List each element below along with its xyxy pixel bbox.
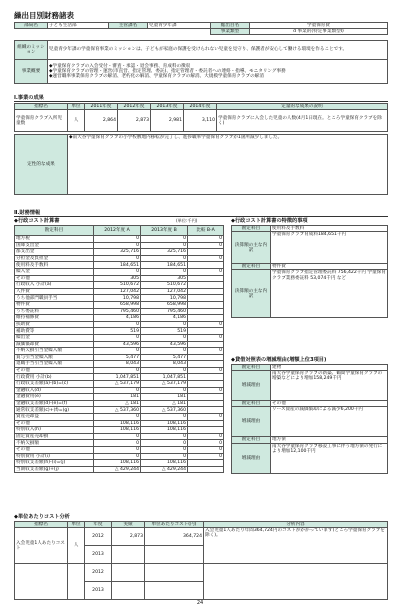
account-amount	[188, 308, 224, 315]
account-amount: 0	[141, 414, 188, 421]
account-amount: 0	[188, 414, 224, 421]
account-amount: 181	[141, 394, 188, 401]
account-name: 特別費用 小計(i)	[15, 453, 94, 460]
account-amount: 8,043	[94, 361, 141, 368]
header-label-dept: 部局名	[15, 23, 48, 29]
changes-table	[231, 364, 388, 474]
mission-table	[14, 40, 388, 84]
cost-statement-row	[15, 282, 224, 289]
feature-breakdown-text: 学童保育クラブ指定管理委託料 756,422千円 学童保育クラブ業務委託料 53,074千円 など	[271, 270, 388, 318]
unit-cost-unit-empty	[68, 564, 85, 600]
account-amount: 0	[188, 242, 224, 249]
account-name: 通常収支差額(c)+(f)=(g)	[15, 407, 94, 414]
cost-statement-row	[15, 255, 224, 262]
account-amount: 127,042	[94, 288, 141, 295]
account-amount: 43,596	[94, 341, 141, 348]
account-amount: 0	[188, 255, 224, 262]
account-name: 賞与引当金繰入額	[15, 354, 94, 361]
cost-statement-row	[15, 334, 224, 341]
summary-line: ◆学童保育クラブの管理・運営(市直営、指定管理、委託)、指定管理者・委託者への連絡・指導、モニタリング事務	[49, 68, 286, 74]
feature-breakdown-label: 決算額の主な内訳	[232, 232, 271, 264]
account-amount: 108,116	[94, 420, 141, 427]
summary-label: 事業概要	[15, 60, 48, 84]
account-amount: 0	[94, 440, 141, 447]
unit-cost-value	[112, 564, 145, 582]
header-value-section: 児童青少年課	[148, 23, 211, 29]
unit-cost-year: 2013	[85, 582, 112, 600]
account-amount	[188, 374, 224, 381]
cost-statement-row	[15, 242, 224, 249]
account-amount: 184,651	[94, 262, 141, 269]
account-name: 補助費等	[15, 328, 94, 335]
account-amount: 0	[188, 387, 224, 394]
account-amount: 0	[94, 268, 141, 275]
changes-title: ◆貸借対照表の増減理由(増額上位3項目)	[231, 357, 327, 363]
indicator-value: 2,864	[85, 110, 118, 132]
unit-cost-value: 2,873	[112, 528, 145, 546]
account-amount: 0	[188, 268, 224, 275]
qualitative-text: ◆南大谷学童保育クラブの小学校敷地内移転が完了し、進捗職率学童保育クラブが1箇所減少しました。	[68, 135, 388, 195]
account-amount	[188, 466, 224, 473]
cost-statement-row	[15, 400, 224, 407]
features-table	[231, 225, 388, 318]
header-label-section: 主管課名	[109, 23, 148, 29]
account-name: 行政収支差額(a)-(b)=(c)	[15, 381, 94, 388]
col-header: 単位	[68, 104, 85, 110]
change-reason-label: 増減理由	[232, 371, 271, 401]
account-amount	[188, 354, 224, 361]
account-amount: △ 537,179	[94, 381, 141, 388]
account-amount	[188, 315, 224, 322]
account-amount: 325,716	[141, 249, 188, 256]
account-name: 扶助費	[15, 321, 94, 328]
header-table	[14, 22, 388, 35]
account-amount: 8,043	[141, 361, 188, 368]
unit-cost-amount	[145, 546, 204, 564]
account-amount: 4,186	[94, 315, 141, 322]
indicator-description: 学童保育クラブに入会した児童の人数(4月1日現在。ところ学童保育クラブを除く)	[217, 110, 388, 132]
header-value-type: d 事業的(特定事業類型Ⅰ)	[250, 29, 388, 35]
unit-cost-note: 入会児童1人あたり年間364,724円のコストがかかっています(ところ学童保育クラブを除く)。	[204, 528, 388, 564]
qualitative-label: 定性的な成果	[15, 135, 68, 195]
cost-statement-row	[15, 414, 224, 421]
cost-statement-row	[15, 447, 224, 454]
summary-line: ◆学童保育クラブの入会受付・審査・承認・退会事務、育成料の徴収	[49, 63, 191, 69]
unit-cost-year: 2013	[85, 546, 112, 564]
unit-note: (単位:千円)	[176, 218, 198, 223]
cost-statement-table	[14, 225, 224, 473]
account-amount: 0	[141, 268, 188, 275]
account-name: 地方税	[15, 236, 94, 243]
cost-statement-row	[15, 374, 224, 381]
change-reason-label: 増減理由	[232, 407, 271, 437]
cost-statement-row	[15, 387, 224, 394]
account-amount: 0	[188, 440, 224, 447]
unit-cost-note	[204, 564, 388, 600]
account-name: 行政費用 小計(b)	[15, 374, 94, 381]
cost-statement-row	[15, 249, 224, 256]
account-name: 都支出金	[15, 249, 94, 256]
account-amount: 0	[188, 348, 224, 355]
account-name: うち委託料	[15, 308, 94, 315]
cost-statement-row	[15, 466, 224, 473]
change-account-value: 建物	[271, 365, 388, 371]
account-amount: 0	[94, 236, 141, 243]
account-amount: 181	[94, 394, 141, 401]
account-amount: 795,460	[141, 308, 188, 315]
cost-statement-row	[15, 275, 224, 282]
account-name: 維持補修費	[15, 315, 94, 322]
account-name: 金融費用(e)	[15, 394, 94, 401]
account-name: 退職手当引当金繰入額	[15, 361, 94, 368]
account-amount: 0	[94, 453, 141, 460]
header-value-account: 学童保育費	[250, 23, 388, 29]
achievements-table	[14, 103, 388, 132]
account-amount: 4,186	[141, 315, 188, 322]
account-name: うち他部門職員手当	[15, 295, 94, 302]
mission-text: 児童青少年課の学童保育事業のミッションは、子どもが家庭の保護を受けられない児童を見守り、保護者が安心して働ける環境を作ることです。	[48, 41, 388, 60]
cost-statement-row	[15, 341, 224, 348]
account-amount: 0	[141, 440, 188, 447]
account-name: その他	[15, 367, 94, 374]
account-name: 国庫支出金	[15, 242, 94, 249]
account-amount	[188, 288, 224, 295]
summary-line: ◆運営職率事業保育クラブの解消、老朽化の解消、学童保育クラブの解消、大規模学童保育クラブの解消	[49, 74, 264, 80]
header-value-dept: 子ども生活部	[48, 23, 109, 29]
account-amount: 0	[188, 236, 224, 243]
change-account-value: 地方債	[271, 437, 388, 443]
account-name: 分担金及負担金	[15, 255, 94, 262]
col-header: 分析内容	[204, 522, 388, 528]
account-amount: 0	[188, 334, 224, 341]
account-name: 特別収支差額(h)-(i)=(j)	[15, 460, 94, 467]
page-title: 繰出目別財務諸表	[14, 11, 74, 20]
cost-statement-row	[15, 321, 224, 328]
cost-statement-row	[15, 268, 224, 275]
account-amount: 5,477	[141, 354, 188, 361]
cost-statement-row	[15, 236, 224, 243]
account-amount: 0	[141, 387, 188, 394]
account-amount: △ 181	[94, 400, 141, 407]
account-name: 不納欠損額	[15, 440, 94, 447]
indicator-value: 2,873	[118, 110, 151, 132]
account-amount	[188, 249, 224, 256]
account-amount: 108,116	[94, 460, 141, 467]
indicator-unit: 人	[68, 110, 85, 132]
cost-statement-row	[15, 262, 224, 269]
account-amount: 184,651	[141, 262, 188, 269]
feature-breakdown-text: 学童保育クラブ育成料184,651千円	[271, 232, 388, 264]
unit-cost-name: 入会児童1人あたりコスト	[15, 528, 68, 564]
account-name: その他	[15, 420, 94, 427]
account-amount: 0	[141, 348, 188, 355]
account-name: 使用料及手数料	[15, 262, 94, 269]
account-name: 繰出金	[15, 334, 94, 341]
account-amount: △ 429,244	[94, 466, 141, 473]
col-header: 年度	[85, 522, 112, 528]
account-amount: 5,477	[94, 354, 141, 361]
account-name: 当期収支差額(g)+(j)	[15, 466, 94, 473]
col-header: 勘定科目	[15, 226, 94, 236]
unit-cost-unit: 人	[68, 528, 85, 564]
account-amount	[188, 394, 224, 401]
account-amount: 0	[188, 453, 224, 460]
account-amount: 305	[141, 275, 188, 282]
account-amount: 0	[141, 242, 188, 249]
account-name: 固定資産売却損	[15, 433, 94, 440]
cost-statement-row	[15, 427, 224, 434]
cost-statement-row	[15, 361, 224, 368]
account-amount: 0	[94, 433, 141, 440]
account-amount: 658,998	[141, 301, 188, 308]
cost-statement-row	[15, 315, 224, 322]
account-amount: 1,047,851	[94, 374, 141, 381]
unit-cost-amount: 364,724	[145, 528, 204, 546]
account-amount: 0	[94, 255, 141, 262]
account-amount: 305	[94, 275, 141, 282]
indicator-name: 学童保育クラブ入所児童数	[15, 110, 68, 132]
account-amount	[188, 400, 224, 407]
account-amount: 10,798	[141, 295, 188, 302]
cost-statement-title: ◆行政コスト計算書	[14, 218, 60, 224]
account-amount	[188, 262, 224, 269]
header-label-type: 事業類型	[211, 29, 250, 35]
account-amount	[188, 420, 224, 427]
unit-cost-value	[112, 546, 145, 564]
cost-statement-row	[15, 288, 224, 295]
account-amount: 0	[188, 433, 224, 440]
account-amount: 0	[188, 447, 224, 454]
account-name: 特別収入(h)	[15, 427, 94, 434]
account-amount	[188, 381, 224, 388]
account-name: 金融収入(d)	[15, 387, 94, 394]
account-amount: △ 537,360	[141, 407, 188, 414]
col-header: 実績	[112, 522, 145, 528]
cost-statement-row	[15, 433, 224, 440]
col-header: 単位	[68, 522, 85, 528]
account-amount	[188, 460, 224, 467]
cost-statement-row	[15, 308, 224, 315]
account-amount: 127,042	[141, 288, 188, 295]
account-name: その他	[15, 447, 94, 454]
feature-account-value: 使用料及手数料	[271, 226, 388, 232]
account-amount	[188, 275, 224, 282]
unit-cost-year: 2012	[85, 528, 112, 546]
finance-section-title: Ⅱ.財務情報	[14, 209, 388, 217]
account-amount: 0	[141, 453, 188, 460]
account-amount: 519	[94, 328, 141, 335]
col-header: 単位あたりコスト(円)	[145, 522, 204, 528]
account-amount: △ 429,244	[141, 466, 188, 473]
account-amount: 108,116	[141, 420, 188, 427]
account-amount: 0	[94, 447, 141, 454]
account-name: 物件費	[15, 301, 94, 308]
page-number: 24	[196, 600, 204, 606]
account-amount	[188, 341, 224, 348]
account-amount	[188, 295, 224, 302]
account-amount	[188, 361, 224, 368]
change-account-value: その他	[271, 401, 388, 407]
account-amount: 0	[94, 414, 141, 421]
change-reason-label: 増減理由	[232, 443, 271, 473]
col-header: 2012年度 A	[94, 226, 141, 236]
cost-statement-row	[15, 301, 224, 308]
change-reason-text: 南大谷学童保育クラブの新築、鶴間学童保育クラブの増築などにより増加158,249千円	[271, 371, 388, 401]
account-amount	[188, 407, 224, 414]
account-amount	[188, 301, 224, 308]
account-amount: 510,672	[94, 282, 141, 289]
col-header: 2012年度	[118, 104, 151, 110]
account-amount: △ 537,360	[94, 407, 141, 414]
account-amount: 658,998	[94, 301, 141, 308]
account-amount: 108,116	[141, 427, 188, 434]
account-amount: 108,116	[141, 460, 188, 467]
change-account-label: 勘定科目	[232, 365, 271, 371]
col-header: 2014年度	[184, 104, 217, 110]
account-amount: 0	[94, 348, 141, 355]
feature-account-label: 勘定科目	[232, 226, 271, 232]
cost-statement-row	[15, 295, 224, 302]
cost-statement-row	[15, 394, 224, 401]
account-amount: 0	[141, 334, 188, 341]
cost-statement-row	[15, 420, 224, 427]
account-amount: 0	[188, 321, 224, 328]
account-name: 不納欠損引当金繰入額	[15, 348, 94, 355]
account-amount: 10,798	[94, 295, 141, 302]
account-name: 行政収入 小計(a)	[15, 282, 94, 289]
feature-breakdown-label: 決算額の主な内訳	[232, 270, 271, 318]
account-name: 資産売却益	[15, 414, 94, 421]
account-name: 人件費	[15, 288, 94, 295]
features-title: ◆行政コスト計算書の特徴的事項	[231, 218, 308, 224]
account-amount	[188, 328, 224, 335]
account-amount: 0	[141, 321, 188, 328]
account-name: 減価償却費	[15, 341, 94, 348]
cost-statement-row	[15, 407, 224, 414]
account-amount: 0	[141, 447, 188, 454]
account-amount: 0	[188, 367, 224, 374]
account-amount	[188, 282, 224, 289]
account-amount: 43,596	[141, 341, 188, 348]
account-amount: 0	[141, 367, 188, 374]
account-amount: 0	[141, 255, 188, 262]
feature-account-label: 勘定科目	[232, 264, 271, 270]
unit-cost-amount	[145, 582, 204, 600]
col-header: 2013年度	[151, 104, 184, 110]
account-amount: 0	[94, 334, 141, 341]
account-amount: 519	[141, 328, 188, 335]
mission-label: 組織のミッション	[15, 41, 48, 60]
unit-cost-name-empty	[15, 564, 68, 600]
account-amount: 0	[141, 433, 188, 440]
account-amount: △ 537,179	[141, 381, 188, 388]
indicator-value: 2,981	[151, 110, 184, 132]
account-amount: 510,672	[141, 282, 188, 289]
cost-statement-row	[15, 348, 224, 355]
account-amount: 0	[94, 321, 141, 328]
col-header: 2011年度	[85, 104, 118, 110]
account-amount: △ 181	[141, 400, 188, 407]
col-header: 2013年度 B	[141, 226, 188, 236]
indicator-value: 3,110	[184, 110, 217, 132]
cost-statement-row	[15, 460, 224, 467]
col-header: 比較 B-A	[188, 226, 224, 236]
change-account-label: 勘定科目	[232, 401, 271, 407]
account-amount: 0	[141, 236, 188, 243]
cost-statement-row	[15, 367, 224, 374]
cost-statement-row	[15, 453, 224, 460]
unit-cost-table	[14, 521, 388, 600]
unit-cost-year: 2012	[85, 564, 112, 582]
cost-statement-row	[15, 440, 224, 447]
qualitative-table	[14, 134, 388, 195]
feature-account-value: 物件費	[271, 264, 388, 270]
col-header: 定量的な成果の説明	[217, 104, 388, 110]
account-amount	[188, 427, 224, 434]
change-account-label: 勘定科目	[232, 437, 271, 443]
header-label-account: 総出目名	[211, 23, 250, 29]
account-amount: 795,460	[94, 308, 141, 315]
account-amount: 108,116	[94, 427, 141, 434]
change-reason-text: リース資産の減価償却による減少6,200千円	[271, 407, 388, 437]
account-amount: 0	[94, 387, 141, 394]
account-amount: 0	[94, 367, 141, 374]
achievements-section-title: Ⅰ.事業の成果	[14, 94, 388, 102]
cost-statement-row	[15, 354, 224, 361]
unit-cost-value	[112, 582, 145, 600]
account-amount: 0	[94, 242, 141, 249]
account-name: 繰入金	[15, 268, 94, 275]
account-name: 金融収支差額(d)-(e)=(f)	[15, 400, 94, 407]
account-amount: 325,716	[94, 249, 141, 256]
col-header: 指標名	[15, 522, 68, 528]
cost-statement-row	[15, 328, 224, 335]
cost-statement-row	[15, 381, 224, 388]
unit-cost-title: ◆単位あたりコスト分析	[14, 514, 70, 520]
col-header: 指標名	[15, 104, 68, 110]
unit-cost-amount	[145, 564, 204, 582]
account-amount: 1,047,851	[141, 374, 188, 381]
account-name: その他	[15, 275, 94, 282]
change-reason-text: 南大谷学童保育クラブ移設工事に伴う地方債の発行により増加12,100千円	[271, 443, 388, 473]
